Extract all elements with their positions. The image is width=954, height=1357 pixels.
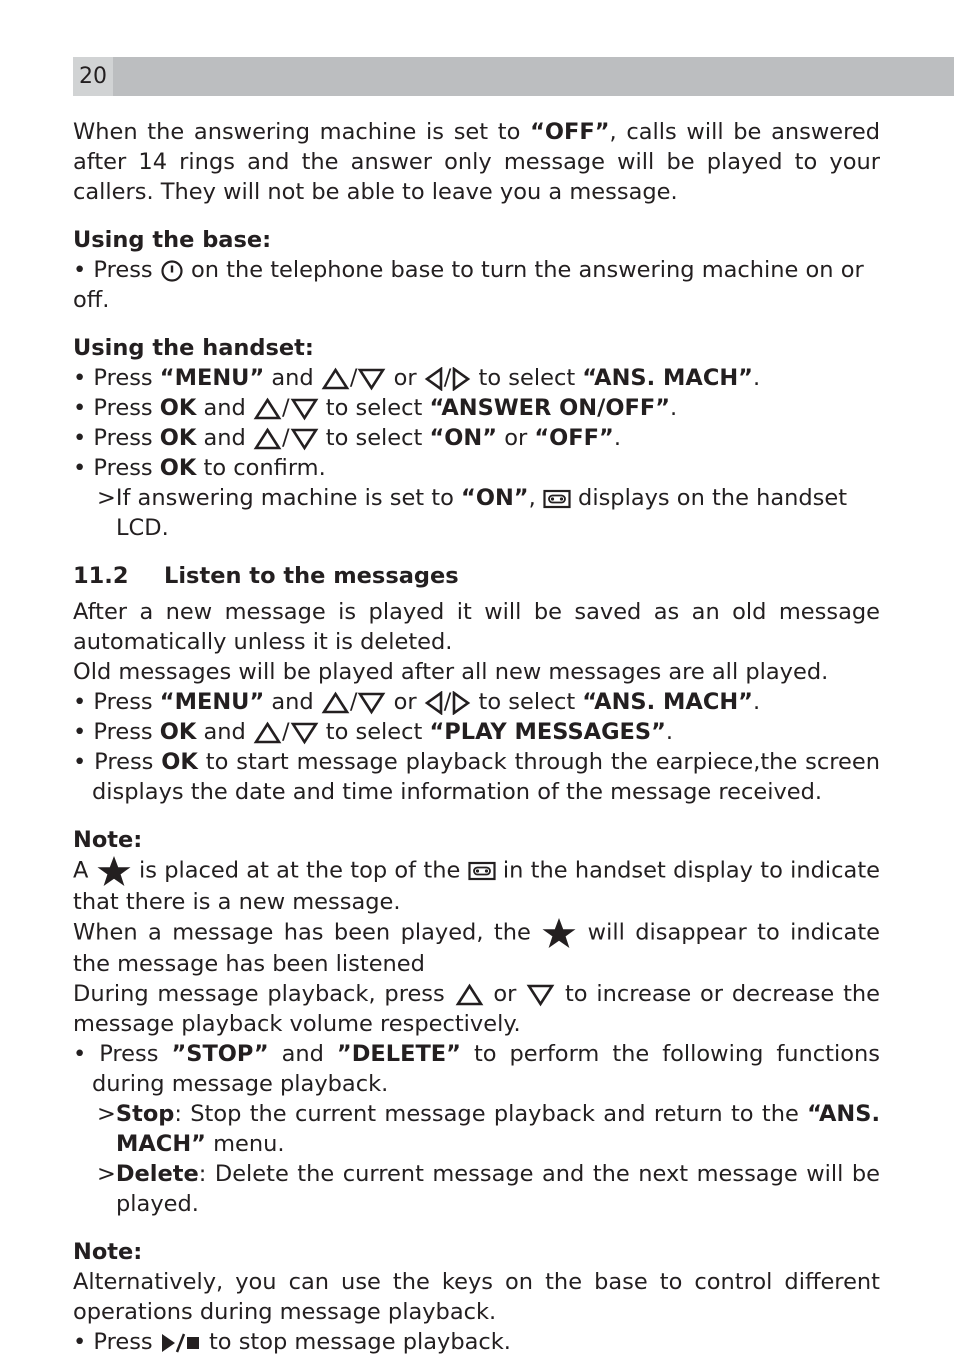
- left-triangle-icon: [424, 691, 444, 715]
- tape-icon: [543, 489, 571, 509]
- up-triangle-icon: [321, 691, 350, 715]
- down-triangle-icon: [525, 983, 556, 1007]
- right-triangle-icon: [451, 691, 471, 715]
- handset-item-3: • Press OK and / to select “ON” or “OFF”.: [73, 425, 621, 451]
- tape-icon: [468, 861, 496, 881]
- down-triangle-icon: [357, 367, 386, 391]
- up-triangle-icon: [321, 367, 350, 391]
- handset-sub-item: >If answering machine is set to “ON”, displays on the handset LCD.: [97, 485, 848, 541]
- down-triangle-icon: [290, 721, 319, 745]
- left-triangle-icon: [424, 367, 444, 391]
- down-triangle-icon: [290, 397, 319, 421]
- base-item: • Press on the telephone base to turn the answering machine on or off.: [73, 257, 864, 313]
- handset-section-title: Using the handset:: [73, 335, 314, 361]
- note-1-sub-delete: >Delete: Delete the current message and the next message will be played.: [97, 1161, 880, 1217]
- section-item-1: • Press “MENU” and / or / to select “ANS. MACH”.: [73, 689, 761, 715]
- section-item-3: • Press OK to start message playback through the earpiece,the screen displays the date and time information of the message received.: [73, 749, 880, 805]
- note-1-sub-stop: >Stop: Stop the current message playback and return to the “ANS. MACH” menu.: [97, 1101, 880, 1157]
- star-icon: [96, 855, 132, 887]
- up-triangle-icon: [253, 397, 282, 421]
- base-section-title: Using the base:: [73, 227, 272, 253]
- note-1-line-2: When a message has been played, the will disappear to indicate the message has been listened: [73, 917, 880, 979]
- handset-item-2: • Press OK and / to select “ANSWER ON/OFF”.: [73, 395, 678, 421]
- note-1-line-1: A is placed at at the top of the in the handset display to indicate that there is a new message.: [73, 855, 880, 917]
- power-icon: [160, 259, 184, 283]
- section-11-2-heading: 11.2 Listen to the messages: [73, 563, 459, 589]
- page-content: [73, 117, 880, 1357]
- up-triangle-icon: [253, 721, 282, 745]
- section-item-2: • Press OK and / to select “PLAY MESSAGES”.: [73, 719, 674, 745]
- page-number: 20: [73, 57, 113, 96]
- note-2-paragraph: Alternatively, you can use the keys on the base to control different operations during message playback.: [73, 1269, 880, 1325]
- handset-item-4: • Press OK to confirm.: [73, 455, 326, 481]
- section-paragraph-1: After a new message is played it will be saved as an old message automatically unless it is deleted.: [73, 599, 880, 655]
- section-paragraph-2: Old messages will be played after all new messages are all played.: [73, 659, 829, 685]
- up-triangle-icon: [253, 427, 282, 451]
- right-triangle-icon: [451, 367, 471, 391]
- play-stop-icon: [160, 1332, 202, 1354]
- note-1-item: • Press ”STOP” and ”DELETE” to perform the following functions during message playback.: [73, 1041, 880, 1097]
- up-triangle-icon: [454, 983, 485, 1007]
- down-triangle-icon: [357, 691, 386, 715]
- note-2-item: • Press to stop message playback.: [73, 1329, 511, 1355]
- down-triangle-icon: [290, 427, 319, 451]
- header-bar: [73, 57, 954, 96]
- note-2-title: Note:: [73, 1239, 143, 1265]
- handset-item-1: • Press “MENU” and / or / to select “ANS. MACH”.: [73, 365, 761, 391]
- intro-paragraph: When the answering machine is set to “OFF”, calls will be answered after 14 rings and the answer only message will be played to your callers. They will not be able to leave you a message.: [73, 119, 880, 205]
- note-1-title: Note:: [73, 827, 143, 853]
- note-1-line-3: During message playback, press or to increase or decrease the message playback volume respectively.: [73, 981, 880, 1037]
- star-icon: [541, 917, 577, 949]
